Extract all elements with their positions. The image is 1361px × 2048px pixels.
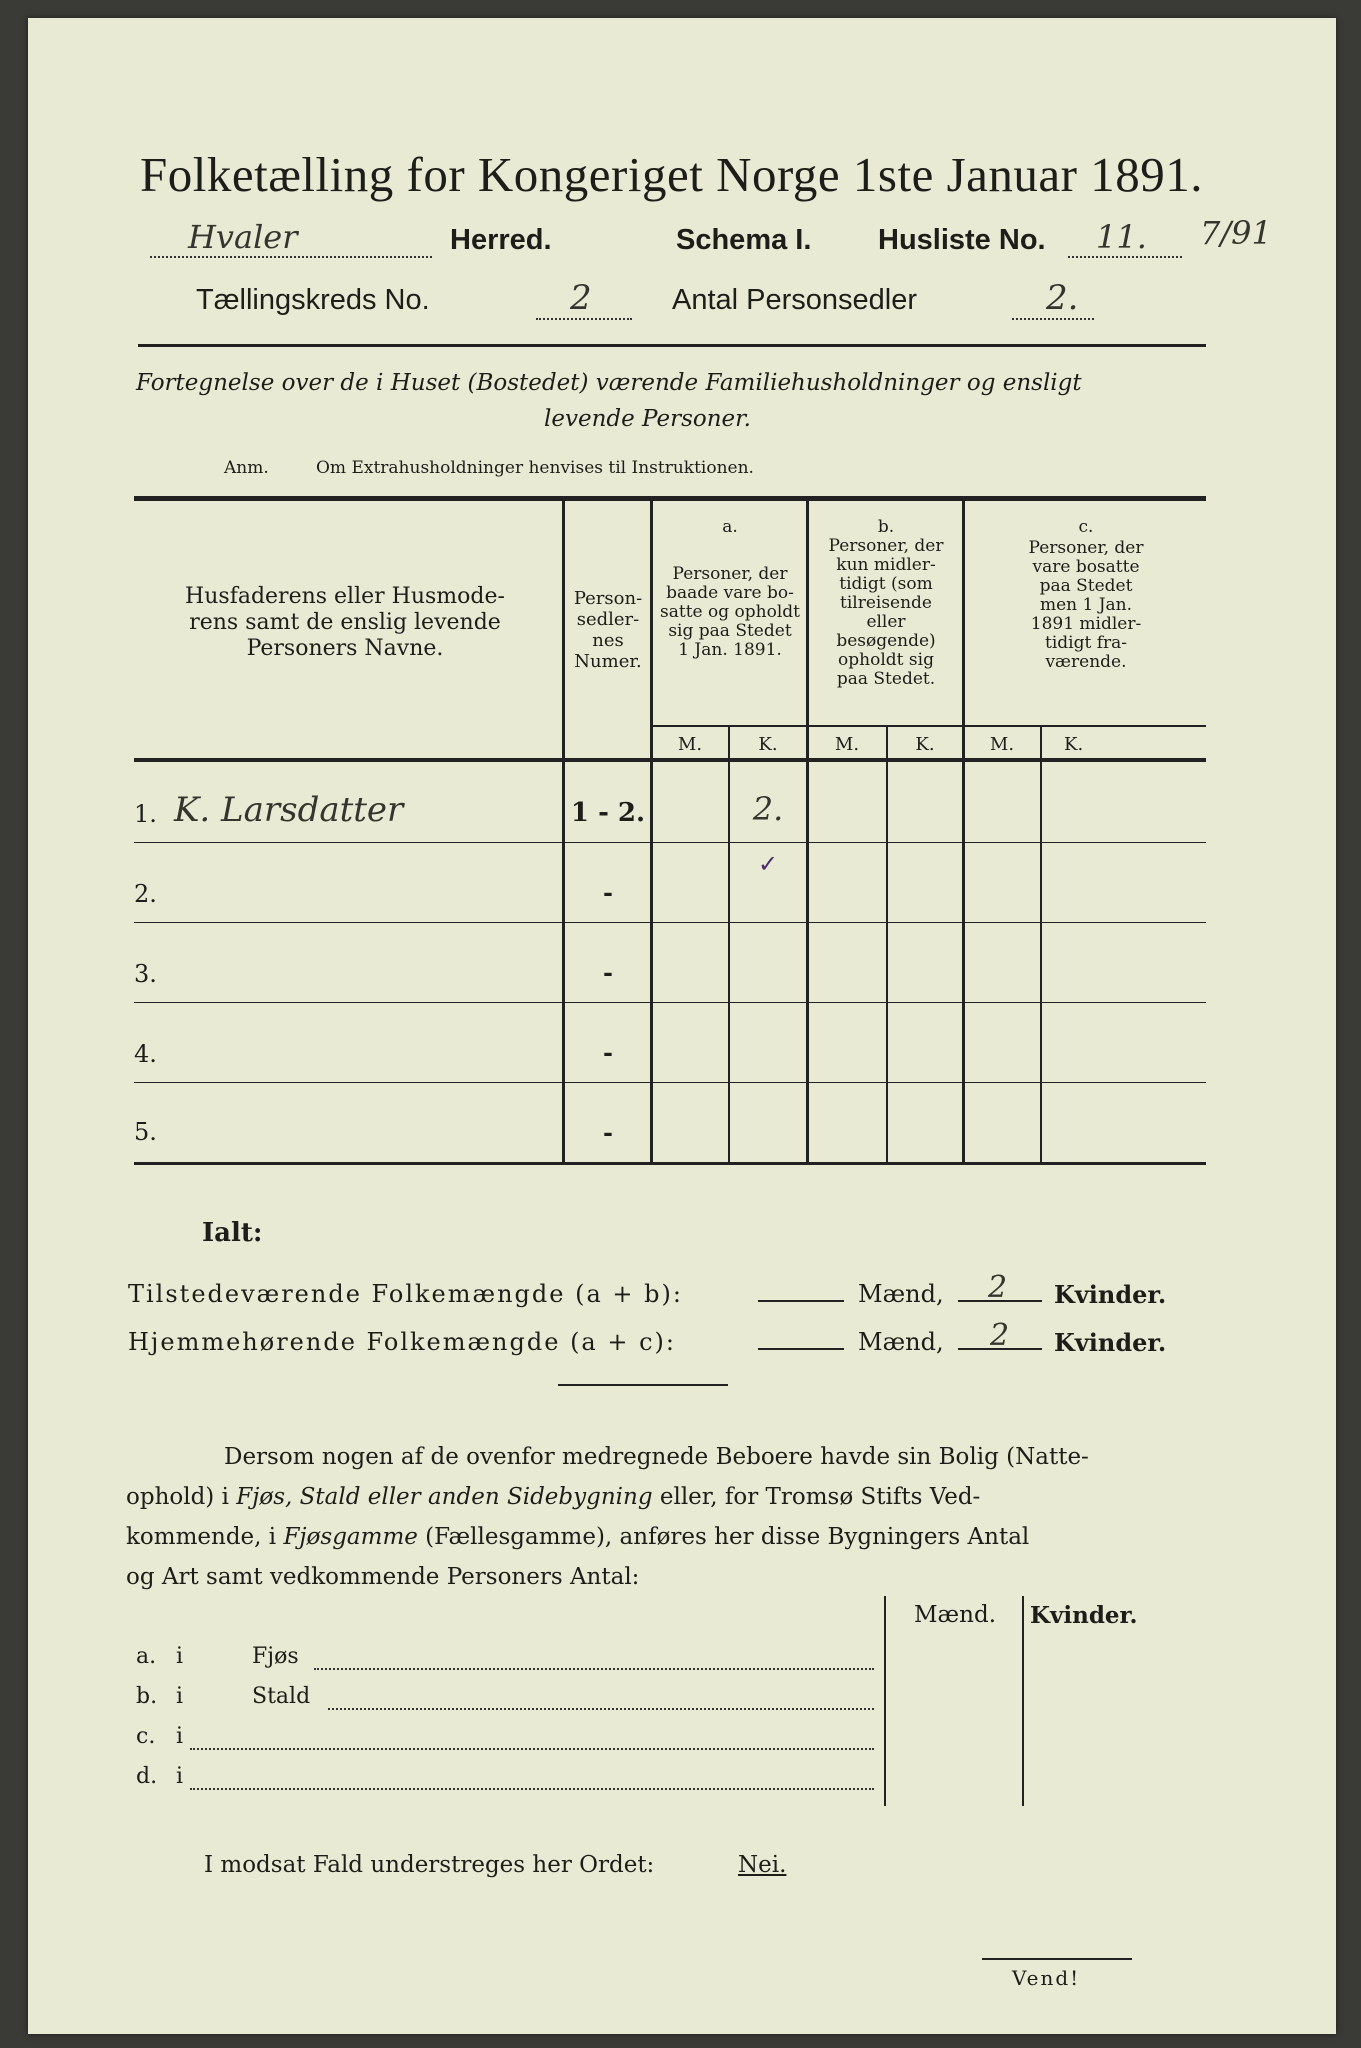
paragraph-italic: Fjøsgamme — [283, 1524, 418, 1550]
paragraph-text: (Fællesgamme), anføres her disse Bygningers Antal — [417, 1524, 1030, 1550]
header-col-a — [654, 518, 806, 660]
hjemme-label: Hjemmehørende Folkemængde (a + c): — [128, 1328, 676, 1356]
table-bottom-rule — [134, 1162, 1206, 1165]
husliste-number: 11. — [1096, 218, 1147, 256]
vend-rule — [982, 1958, 1132, 1960]
subheader-a-k: K. — [758, 734, 778, 755]
row-separator — [134, 1002, 1206, 1003]
header-col-b-line: kun midler- — [836, 555, 936, 575]
header-col-b-line: opholdt sig — [838, 650, 934, 670]
header-col-a-line: baade vare bo- — [666, 583, 794, 603]
buildings-divider-right — [1022, 1596, 1024, 1806]
header-col-c-line: men 1 Jan. — [1039, 595, 1133, 615]
header-col-a-line: sig paa Stedet — [668, 621, 792, 641]
buildings-divider-left — [884, 1596, 886, 1806]
row-name: K. Larsdatter — [174, 790, 404, 830]
subheader-c-m: M. — [989, 734, 1015, 755]
table-top-rule — [134, 496, 1206, 501]
buildings-maend-header: Mænd. — [914, 1602, 997, 1628]
building-letter: a. — [136, 1644, 157, 1669]
kreds-label: Tællingskreds No. — [196, 284, 430, 316]
herred-handwritten: Hvaler — [188, 218, 298, 256]
tilstede-kvinder-word: Kvinder. — [1054, 1280, 1167, 1309]
col-divider-a — [650, 501, 653, 1162]
row-numer: - — [603, 1118, 613, 1147]
building-letter: c. — [136, 1724, 156, 1749]
col-divider-b-mk — [886, 727, 888, 1162]
header-numer-line: nes — [592, 630, 624, 651]
building-label: Stald — [252, 1684, 311, 1709]
header-col-b-line: tidigt (som — [839, 574, 933, 594]
kreds-number: 2 — [570, 278, 592, 318]
row-separator — [134, 842, 1206, 843]
header-col-b-line: besøgende) — [836, 631, 936, 651]
header-names — [140, 584, 550, 662]
corner-note: 7/91 — [1200, 214, 1272, 252]
paragraph-text: eller, for Tromsø Stifts Ved- — [652, 1484, 981, 1510]
header-col-b-line: paa Stedet. — [836, 669, 936, 689]
row-separator — [134, 1082, 1206, 1083]
header-col-c-line: paa Stedet — [1039, 576, 1133, 596]
row-a-kvinder: 2. — [752, 790, 784, 828]
census-form-page — [28, 18, 1336, 2034]
antal-number: 2. — [1046, 278, 1079, 318]
building-i: i — [176, 1684, 184, 1709]
tilstede-kvinder-value: 2 — [988, 1270, 1008, 1305]
paragraph-line-2 — [126, 1484, 980, 1510]
hjemme-kvinder-value: 2 — [990, 1318, 1010, 1353]
paragraph-text: kommende, i — [126, 1524, 284, 1550]
header-col-b-line: eller — [866, 612, 906, 632]
header-col-a-letter: a. — [722, 517, 738, 537]
header-col-c-letter: c. — [1078, 517, 1094, 537]
antal-dotted-line — [1012, 318, 1094, 320]
col-divider-c — [962, 501, 965, 1162]
schema-label: Schema I. — [676, 224, 812, 256]
subheader-c-k: K. — [1064, 734, 1084, 755]
header-col-c-line: værende. — [1045, 652, 1127, 672]
subheader-a-m: M. — [677, 734, 703, 755]
anm-label: Anm. — [224, 458, 269, 478]
col-divider-b — [806, 501, 809, 1162]
row-numer: - — [603, 878, 613, 907]
building-letter: d. — [136, 1764, 158, 1789]
header-col-a-line: 1 Jan. 1891. — [678, 640, 782, 660]
building-dotted-line — [314, 1668, 874, 1670]
header-names-line: Husfaderens eller Husmode- — [185, 584, 505, 609]
nei-word: Nei. — [738, 1852, 787, 1878]
herred-label: Herred. — [450, 224, 552, 256]
vend-text: Vend! — [1012, 1966, 1081, 1990]
header-col-b — [810, 518, 962, 689]
tilstede-maend-word: Mænd, — [858, 1280, 944, 1308]
intro-line-2: levende Personer. — [544, 406, 751, 432]
row-number: 5. — [134, 1118, 157, 1146]
header-col-b-line: Personer, der — [828, 536, 944, 556]
hjemme-maend-line — [758, 1348, 844, 1350]
paragraph-italic: Fjøs, Stald eller anden Sidebygning — [236, 1484, 653, 1510]
antal-label: Antal Personsedler — [672, 284, 918, 316]
row-separator — [134, 922, 1206, 923]
building-i: i — [176, 1724, 184, 1749]
header-names-line: Personers Navne. — [246, 636, 444, 661]
form-title: Folketælling for Kongeriget Norge 1ste Januar 1891. — [140, 147, 1203, 202]
table-header-rule — [134, 758, 1206, 762]
row-number: 4. — [134, 1040, 157, 1068]
header-col-c-line: tidigt fra- — [1044, 633, 1127, 653]
row-numer: - — [603, 958, 613, 987]
husliste-label: Husliste No. — [878, 224, 1046, 256]
paragraph-text: ophold) i — [126, 1484, 237, 1510]
row-numer: - — [603, 1038, 613, 1067]
subheader-b-m: M. — [834, 734, 860, 755]
header-col-a-line: Personer, der — [672, 564, 788, 584]
header-col-c-line: 1891 midler- — [1030, 614, 1142, 634]
col-divider-numer — [562, 501, 565, 1162]
section-divider — [558, 1384, 728, 1386]
row-numer: 1 - 2. — [570, 798, 646, 828]
header-col-a-line: satte og opholdt — [660, 602, 800, 622]
herred-dotted-line — [150, 256, 432, 258]
row-number: 1. — [134, 800, 157, 828]
header-numer-line: Person- — [573, 588, 643, 609]
intro-line-1: Fortegnelse over de i Huset (Bostedet) værende Familiehusholdninger og ensligt — [136, 370, 1082, 396]
buildings-kvinder-header: Kvinder. — [1030, 1602, 1138, 1629]
building-i: i — [176, 1764, 184, 1789]
building-dotted-line — [190, 1788, 874, 1790]
hjemme-kvinder-word: Kvinder. — [1054, 1328, 1167, 1357]
building-dotted-line — [328, 1708, 874, 1710]
husliste-dotted-line — [1068, 256, 1182, 258]
paragraph-line-4: og Art samt vedkommende Personers Antal: — [126, 1564, 640, 1590]
check-mark: ✓ — [757, 850, 779, 878]
building-i: i — [176, 1644, 184, 1669]
hjemme-maend-word: Mænd, — [858, 1328, 944, 1356]
paragraph-line-3 — [126, 1524, 1029, 1550]
header-col-b-line: tilreisende — [839, 593, 932, 613]
header-col-c-line: Personer, der — [1028, 538, 1144, 558]
tilstede-label: Tilstedeværende Folkemængde (a + b): — [128, 1280, 683, 1308]
col-divider-c-mk — [1040, 727, 1042, 1162]
anm-text: Om Extrahusholdninger henvises til Instruktionen. — [316, 458, 754, 478]
modsat-text: I modsat Fald understreges her Ordet: — [204, 1852, 655, 1878]
row-number: 2. — [134, 880, 157, 908]
header-numer-line: Numer. — [574, 651, 642, 672]
tilstede-maend-line — [758, 1300, 844, 1302]
kreds-dotted-line — [536, 318, 632, 320]
mk-top-rule — [650, 725, 1206, 727]
header-col-b-letter: b. — [877, 517, 895, 537]
header-rule — [138, 344, 1206, 347]
building-letter: b. — [136, 1684, 158, 1709]
row-number: 3. — [134, 960, 157, 988]
header-numer-line: sedler- — [576, 609, 640, 630]
header-col-c — [966, 518, 1206, 672]
building-dotted-line — [190, 1748, 874, 1750]
paragraph-line-1: Dersom nogen af de ovenfor medregnede Beboere havde sin Bolig (Natte- — [224, 1444, 1089, 1470]
header-names-line: rens samt de enslig levende — [189, 610, 501, 635]
header-numer — [566, 588, 650, 672]
header-col-c-line: vare bosatte — [1032, 557, 1140, 577]
ialt-label: Ialt: — [202, 1218, 263, 1248]
building-label: Fjøs — [252, 1644, 299, 1669]
subheader-b-k: K. — [915, 734, 935, 755]
